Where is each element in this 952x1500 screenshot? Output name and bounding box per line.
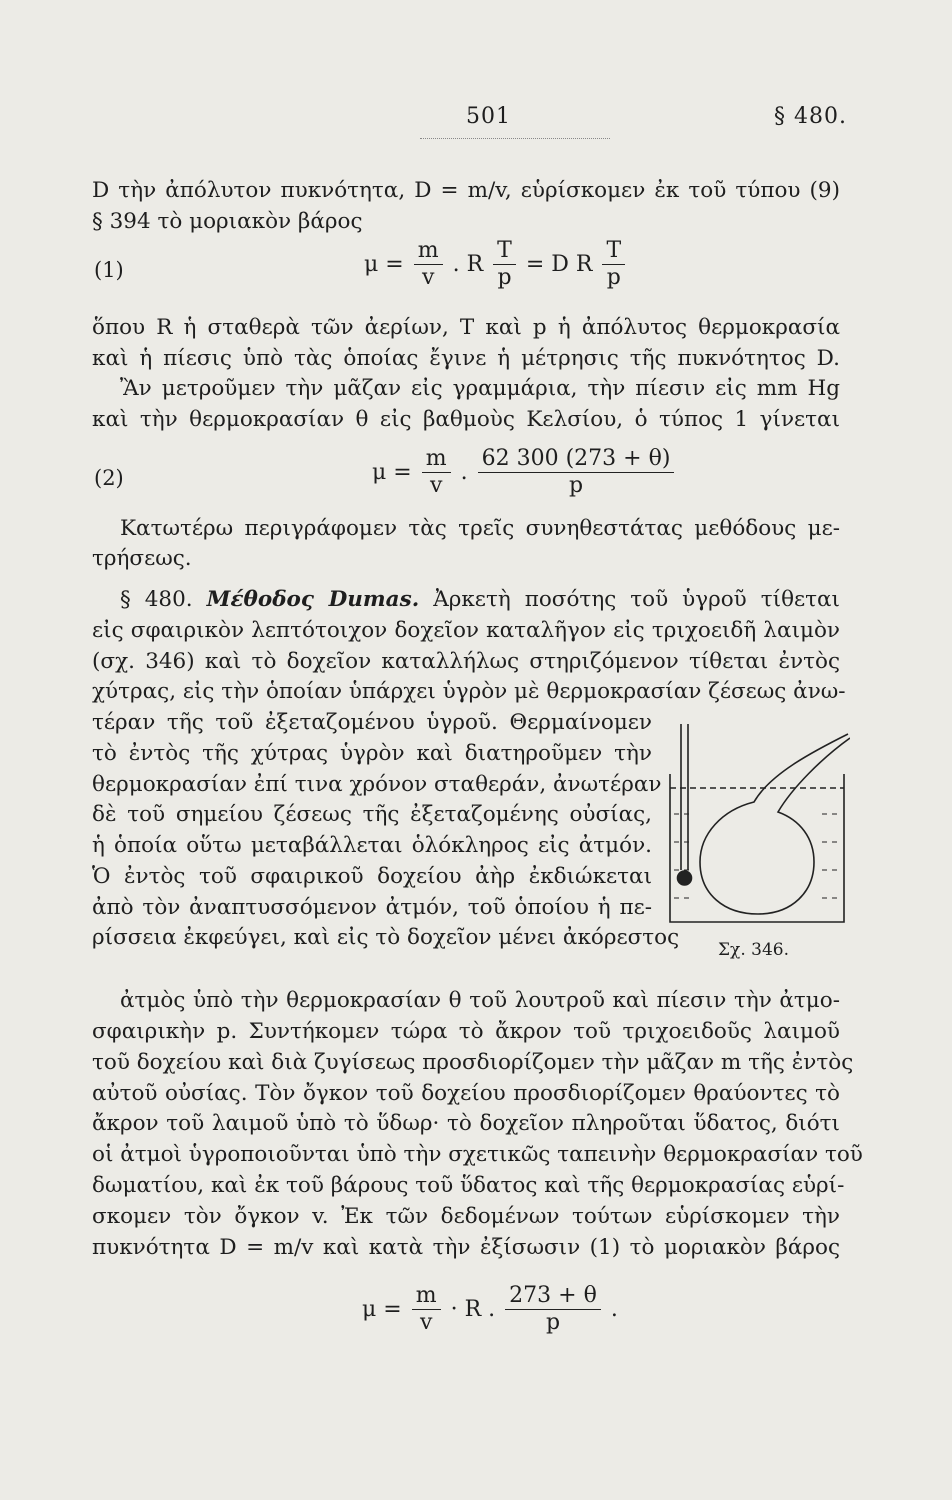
text-line: σκομεν τὸν ὄγκον v. Ἐκ τῶν δεδομένων τούτων εὑρίσκομεν τὴν (92, 1204, 840, 1229)
eq-fraction: $\frac{m}{v}$ (422, 446, 451, 499)
text-line: σφαιρικὴν p. Συντήκομεν τώρα τὸ ἄκρον τοῦ τριχοειδοῦς λαιμοῦ (92, 1019, 840, 1044)
dumas-apparatus-figure (662, 722, 850, 942)
text-line: πυκνότητα D = m/v καὶ κατὰ τὴν ἐξίσωσιν (1) τὸ μοριακὸν βάρος (92, 1235, 840, 1260)
text-line: Κατωτέρω περιγράφομεν τὰς τρεῖς συνηθεστάτας μεθόδους με- (120, 516, 840, 541)
text-line: εἰς σφαιρικὸν λεπτότοιχον δοχεῖον καταλῆγον εἰς τριχοειδῆ λαιμὸν (92, 618, 840, 643)
equation-2-label: (2) (94, 466, 124, 490)
thermometer-bulb (678, 871, 692, 885)
text-line: ἀπὸ τὸν ἀναπτυσσόμενον ἀτμόν, τοῦ ὁποίου ἡ πε- (92, 895, 652, 920)
text-line: τοῦ δοχείου καὶ διὰ ζυγίσεως προσδιορίζομεν τὴν μᾶζαν m τῆς ἐντὸς (92, 1050, 854, 1075)
text-line: D τὴν ἀπόλυτον πυκνότητα, D = m/v, εὑρίσκομεν ἐκ τοῦ τύπου (9) (92, 178, 840, 203)
text-line: τὸ ἐντὸς τῆς χύτρας ὑγρὸν καὶ διατηροῦμεν τὴν (92, 741, 652, 766)
text-line: θερμοκρασίαν ἐπί τινα χρόνον σταθεράν, ἀνωτέραν (92, 772, 662, 797)
text-line: χύτρας, εἰς τὴν ὁποίαν ὑπάρχει ὑγρὸν μὲ θερμοκρασίαν ζέσεως ἀνω- (92, 679, 846, 704)
page-number: 501 (466, 104, 511, 129)
glass-bulb (700, 734, 850, 914)
eq-fraction: $\frac{m}{v}$ (412, 1283, 441, 1336)
eq-fraction: $\frac{T}{p}$ (493, 238, 516, 291)
text-line: αὐτοῦ οὐσίας. Τὸν ὄγκον τοῦ δοχείου προσδιορίζομεν θραύοντες τὸ (92, 1081, 840, 1106)
text-line: τέραν τῆς τοῦ ἐξεταζομένου ὑγροῦ. Θερμαίνομεν (92, 710, 652, 735)
text-line: Ὁ ἐντὸς τοῦ σφαιρικοῦ δοχείου ἀὴρ ἐκδιώκεται (92, 864, 652, 889)
text-line: δὲ τοῦ σημείου ζέσεως τῆς ἐξεταζομένης οὐσίας, (92, 802, 652, 827)
text-line: ὅπου R ἡ σταθερὰ τῶν ἀερίων, T καὶ p ἡ ἀπόλυτος θερμοκρασία (92, 315, 840, 340)
text-line: ἡ ὁποία οὕτω μεταβάλλεται ὁλόκληρος εἰς ἀτμόν. (92, 833, 652, 858)
text-line: ἄκρον τοῦ λαιμοῦ ὑπὸ τὸ ὕδωρ· τὸ δοχεῖον πληροῦται ὕδατος, διότι (92, 1111, 840, 1136)
eq-fraction: $\frac{273 + \theta}{p}$ (505, 1283, 601, 1336)
eq-mu: μ = (364, 252, 404, 277)
text-line: Ἂν μετροῦμεν τὴν μᾶζαν εἰς γραμμάρια, τὴν πίεσιν εἰς mm Hg (120, 376, 840, 401)
text-line: οἱ ἀτμοὶ ὑγροποιοῦνται ὑπὸ τὴν σχετικῶς ταπεινὴν θερμοκρασίαν τοῦ (92, 1142, 863, 1167)
running-section: § 480. (774, 104, 847, 129)
text-line: καὶ ἡ πίεσις ὑπὸ τὰς ὁποίας ἔγινε ἡ μέτρησις τῆς πυκνότητος D. (92, 346, 840, 371)
section-title: Μέθοδος Dumas. (206, 587, 420, 612)
section-text: Ἀρκετὴ ποσότης τοῦ ὑγροῦ τίθεται (433, 587, 840, 612)
text-line: § 394 τὸ μοριακὸν βάρος (92, 209, 363, 234)
text-line: ρίσσεια ἐκφεύγει, καὶ εἰς τὸ δοχεῖον μένει ἀκόρεστος (92, 925, 680, 950)
text-line: καὶ τὴν θερμοκρασίαν θ εἰς βαθμοὺς Κελσίου, ὁ τύπος 1 γίνεται (92, 407, 840, 432)
text-line: δωματίου, καὶ ἐκ τοῦ βάρους τοῦ ὕδατος καὶ τῆς θερμοκρασίας εὑρί- (92, 1173, 845, 1198)
section-number: § 480. (120, 587, 193, 612)
header-rule (420, 138, 610, 139)
equation-3: μ = $\frac{m}{v}$ · R . $\frac{273 + \theta}{p}$ . (362, 1283, 618, 1335)
text-line: τρήσεως. (92, 546, 192, 571)
eq-fraction: $\frac{m}{v}$ (414, 238, 443, 291)
text-line: (σχ. 346) καὶ τὸ δοχεῖον καταλλήλως στηριζόμενον τίθεται ἐντὸς (92, 649, 840, 674)
eq-fraction: $\frac{T}{p}$ (602, 238, 625, 291)
thermometer-stem (681, 724, 688, 870)
section-heading-line (120, 585, 840, 615)
equation-1-label: (1) (94, 258, 124, 282)
text-line: ἀτμὸς ὑπὸ τὴν θερμοκρασίαν θ τοῦ λουτροῦ καὶ πίεσιν τὴν ἀτμο- (120, 988, 840, 1013)
equation-2: μ = $\frac{m}{v}$ . $\frac{62 300 (273 + \theta)}{p}$ (372, 446, 677, 499)
eq-fraction: $\frac{62 300 (273 + \theta)}{p}$ (478, 446, 675, 499)
equation-1: μ = $\frac{m}{v}$ . R $\frac{T}{p}$ = D R $\frac{T}{p}$ (364, 238, 628, 291)
figure-caption: Σχ. 346. (718, 940, 789, 960)
